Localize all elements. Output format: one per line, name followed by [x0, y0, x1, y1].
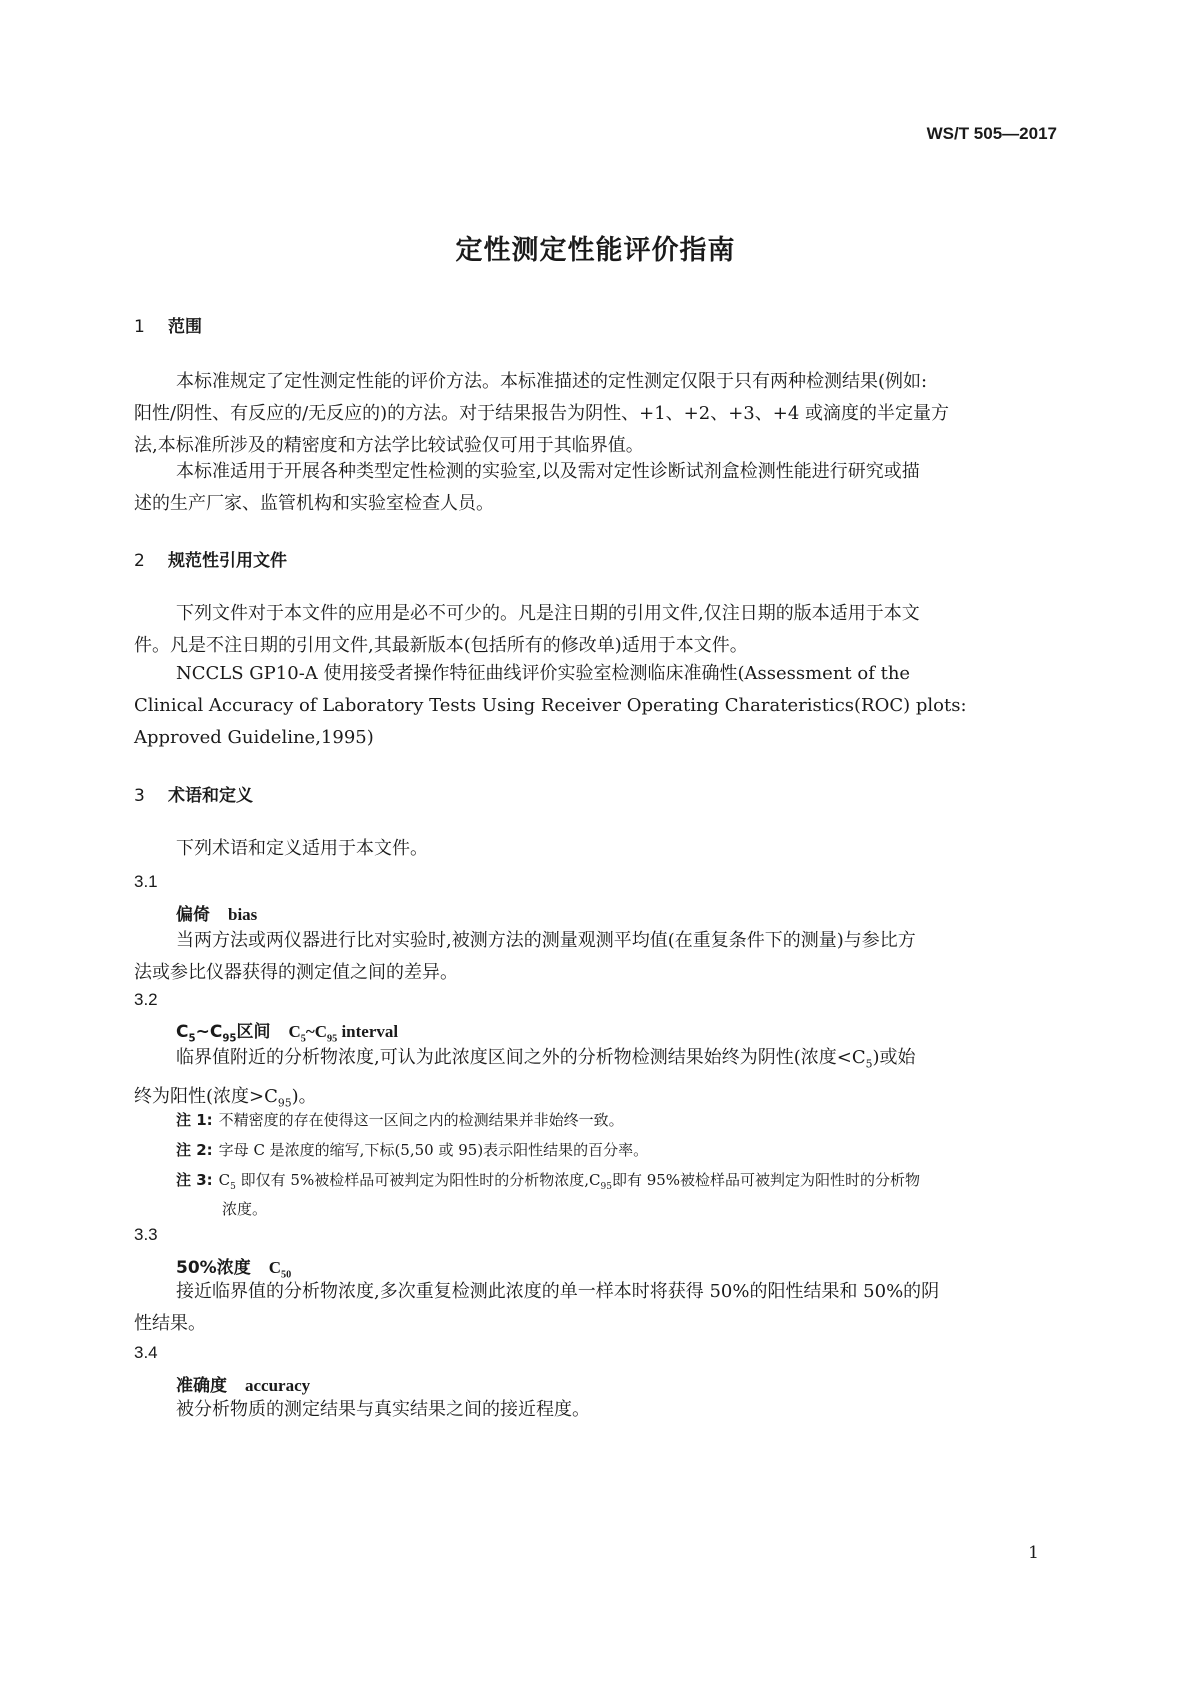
tilde: ~ [195, 1022, 210, 1042]
term-cn: 偏倚 [176, 905, 210, 925]
term-number: 3.4 [134, 1343, 158, 1362]
text-line: 接近临界值的分析物浓度,多次重复检测此浓度的单一样本时将获得 50%的阳性结果和 50%的阴 [176, 1281, 940, 1302]
text-line: 本标准适用于开展各种类型定性检测的实验室,以及需对定性诊断试剂盒检测性能进行研究或描 [176, 461, 920, 482]
text-line: 终为阳性(浓度>C [134, 1085, 278, 1107]
text-line: )或始 [872, 1047, 916, 1068]
subscript: 5 [188, 1033, 196, 1045]
note-text: 即有 95%被检样品可被判定为阳性时的分析物 [611, 1171, 921, 1189]
subscript: 5 [865, 1057, 873, 1071]
subscript: 95 [222, 1033, 237, 1045]
section-title: 规范性引用文件 [168, 551, 287, 571]
text-line: 述的生产厂家、监管机构和实验室检查人员。 [134, 493, 494, 514]
term-en: interval [341, 1022, 399, 1041]
term-accuracy [176, 1371, 310, 1396]
c-letter: C [268, 1258, 281, 1277]
term-cn: 50%浓度 [176, 1258, 251, 1278]
text-line: )。 [291, 1085, 317, 1107]
note-label: 注 1: [176, 1111, 213, 1129]
term-50-definition [134, 1276, 1058, 1340]
text-line: 件。凡是不注日期的引用文件,其最新版本(包括所有的修改单)适用于本文件。 [134, 635, 748, 656]
term-cn: 准确度 [176, 1376, 227, 1396]
term-c5-c95-interval [176, 1017, 398, 1044]
text-line: 下列文件对于本文件的应用是必不可少的。凡是注日期的引用文件,仅注日期的版本适用于本文 [176, 603, 920, 624]
text-line: Approved Guideline,1995) [134, 727, 374, 748]
section-number: 3 [134, 786, 145, 806]
section-1-paragraph-2 [134, 456, 1058, 520]
note-3-continuation: 浓度。 [222, 1200, 268, 1218]
section-2-heading [134, 546, 287, 571]
text-line: 阳性/阴性、有反应的/无反应的)的方法。对于结果报告为阴性、+1、+2、+3、+4 或滴度的半定量方 [134, 403, 950, 424]
text-line: 法,本标准所涉及的精密度和方法学比较试验仅可用于其临界值。 [134, 435, 644, 456]
page-number: 1 [1028, 1543, 1039, 1563]
term-accuracy-definition [134, 1394, 1058, 1426]
note-3 [176, 1165, 1058, 1202]
term-number: 3.1 [134, 872, 158, 891]
term-en: bias [228, 905, 258, 924]
text-line: 性结果。 [134, 1313, 206, 1334]
subscript: 95 [277, 1096, 292, 1110]
section-3-intro [134, 833, 1058, 865]
tilde: ~ [305, 1022, 315, 1041]
text-line: 下列术语和定义适用于本文件。 [176, 838, 428, 859]
text-line: 法或参比仪器获得的测定值之间的差异。 [134, 962, 458, 983]
section-1-heading [134, 312, 202, 337]
note-1 [176, 1105, 1058, 1135]
c-letter: C [314, 1022, 327, 1041]
c-letter: C [209, 1022, 223, 1042]
section-1-paragraph-1 [134, 366, 1058, 462]
c-letter: C [218, 1171, 231, 1189]
text-line: Clinical Accuracy of Laboratory Tests Using Receiver Operating Charateristics(ROC) plots: [134, 695, 967, 716]
c-letter: C [176, 1022, 189, 1042]
section-2-paragraph-1 [134, 598, 1058, 662]
term-number: 3.2 [134, 990, 158, 1009]
text-line: 被分析物质的测定结果与真实结果之间的接近程度。 [176, 1399, 590, 1420]
note-text: 不精密度的存在使得这一区间之内的检测结果并非始终一致。 [218, 1111, 624, 1129]
subscript: 5 [300, 1033, 306, 1045]
section-2-reference [134, 658, 1058, 754]
text-line: 本标准规定了定性测定性能的评价方法。本标准描述的定性测定仅限于只有两种检测结果(例如: [176, 371, 928, 392]
standard-code: WS/T 505—2017 [926, 124, 1057, 143]
term-en: accuracy [245, 1376, 311, 1395]
section-title: 范围 [168, 317, 202, 337]
section-number: 2 [134, 551, 145, 571]
note-text: 即仅有 5%被检样品可被判定为阳性时的分析物浓度,C [235, 1171, 601, 1189]
subscript: 5 [230, 1182, 236, 1192]
section-3-heading [134, 781, 253, 806]
subscript: 50 [280, 1269, 292, 1281]
subscript: 95 [600, 1182, 612, 1192]
document-title: 定性测定性能评价指南 [455, 235, 736, 266]
section-title: 术语和定义 [168, 786, 253, 806]
term-bias-definition [134, 925, 1058, 989]
text-line: 临界值附近的分析物浓度,可认为此浓度区间之外的分析物检测结果始终为阴性(浓度<C [176, 1047, 866, 1068]
term-bias [176, 900, 257, 925]
text-line: NCCLS GP10-A 使用接受者操作特征曲线评价实验室检测临床准确性(Assessment of the [176, 663, 911, 684]
note-label: 注 3: [176, 1171, 213, 1189]
section-number: 1 [134, 317, 145, 337]
subscript: 95 [327, 1033, 338, 1045]
note-2 [176, 1135, 1058, 1165]
term-cn: 区间 [236, 1022, 271, 1042]
note-label: 注 2: [176, 1141, 213, 1159]
note-text: 字母 C 是浓度的缩写,下标(5,50 或 95)表示阳性结果的百分率。 [218, 1141, 649, 1159]
term-number: 3.3 [134, 1225, 158, 1244]
text-line: 当两方法或两仪器进行比对实验时,被测方法的测量观测平均值(在重复条件下的测量)与参比方 [176, 930, 916, 951]
c-letter: C [288, 1022, 301, 1041]
